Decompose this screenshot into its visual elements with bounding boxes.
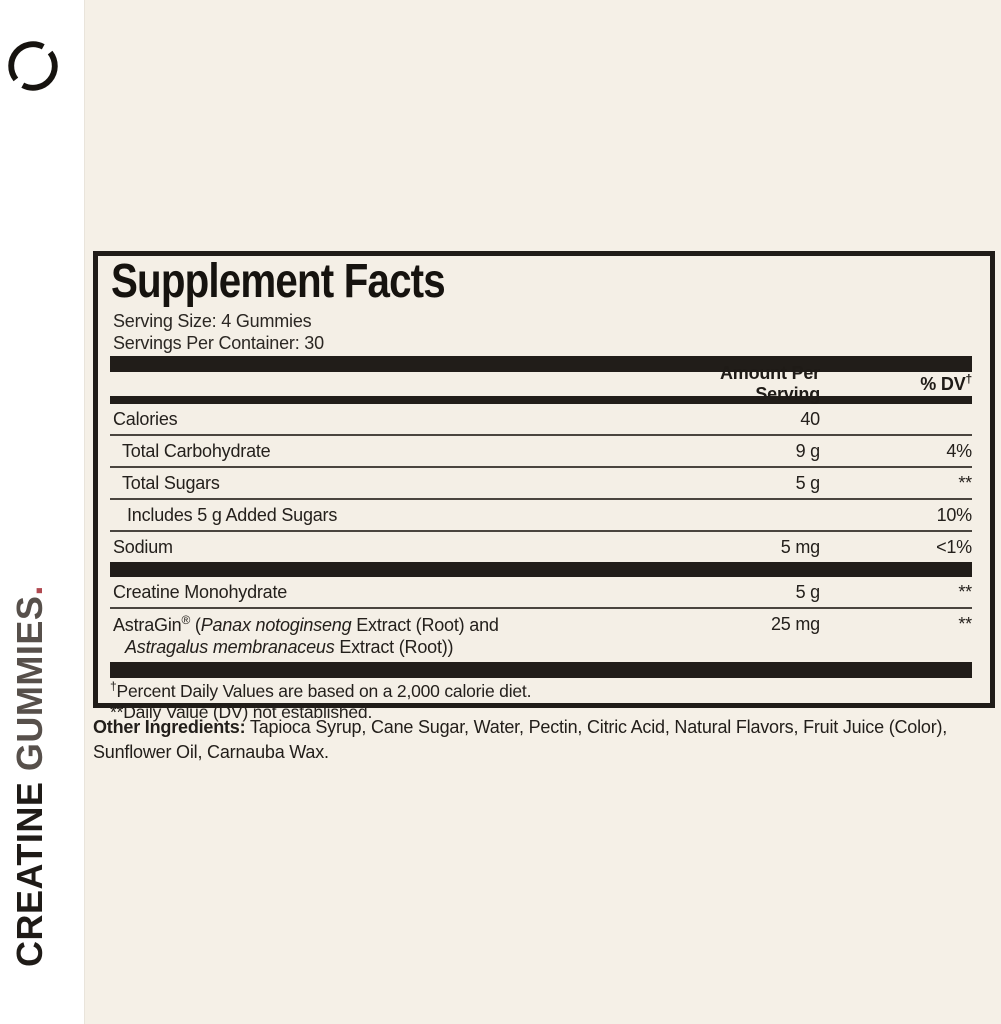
- divider-bar-top: [110, 356, 972, 372]
- dv-value: 10%: [936, 505, 972, 525]
- footnote-mark: **: [110, 702, 124, 722]
- dv-value: **: [958, 473, 972, 493]
- nutrient-name: AstraGin® (Panax notoginseng Extract (Root) and Astragalus membranaceus Extract (Root)): [113, 613, 499, 657]
- dv-value: **: [958, 614, 972, 634]
- active-ingredient-rows-group: [110, 577, 972, 662]
- divider-bar-middle: [110, 562, 972, 577]
- amount-value: 5 g: [795, 582, 820, 602]
- brand-text-part: GUMMIES: [9, 595, 50, 772]
- nutrient-name: Total Sugars: [122, 473, 220, 493]
- nutrient-row: [110, 609, 972, 662]
- brand-text-part: CREATINE: [9, 771, 50, 967]
- nutrient-row: [110, 404, 972, 436]
- servings-per-container: Servings Per Container: 30: [113, 332, 324, 353]
- vertical-brand-text: [8, 585, 52, 967]
- serving-info: [113, 311, 990, 354]
- footnote-mark: †: [110, 679, 117, 694]
- serving-size: Serving Size: 4 Gummies: [113, 311, 312, 331]
- other-ingredients-text: Tapioca Syrup, Cane Sugar, Water, Pectin, Citric Acid, Natural Flavors, Fruit Juice (Color), Sunflower Oil, Carnauba Wax.: [93, 717, 948, 762]
- nutrient-name: Total Carbohydrate: [122, 441, 271, 461]
- amount-per-serving-header: Amount Per Serving: [719, 363, 820, 404]
- nutrient-row: [110, 468, 972, 500]
- nutrient-name: Sodium: [113, 537, 173, 557]
- divider-bar-header: [110, 396, 972, 404]
- amount-value: 5 mg: [780, 537, 820, 557]
- amount-value: 9 g: [795, 441, 820, 461]
- divider-bar-bottom: [110, 662, 972, 678]
- percent-dv-header: % DV†: [920, 371, 972, 394]
- footnote: **Daily Value (DV) not established.: [110, 702, 373, 722]
- column-header-row: [110, 363, 972, 404]
- nutrient-name: Calories: [113, 409, 178, 429]
- nutrient-row: [110, 436, 972, 468]
- amount-value: 40: [800, 409, 820, 429]
- nutrient-name: Includes 5 g Added Sugars: [127, 505, 338, 525]
- nutrient-row: [110, 532, 972, 562]
- other-ingredients: [93, 715, 992, 764]
- amount-value: 5 g: [795, 473, 820, 493]
- dv-value: <1%: [936, 537, 972, 557]
- nutrient-row: [110, 577, 972, 609]
- dv-value: **: [958, 582, 972, 602]
- amount-value: 25 mg: [770, 614, 820, 634]
- nutrient-name: Creatine Monohydrate: [113, 582, 288, 602]
- brand-broken-circle-icon: [4, 37, 62, 95]
- nutrient-rows-group: [110, 404, 972, 562]
- panel-title: Supplement Facts: [111, 255, 445, 308]
- dv-value: 4%: [946, 441, 972, 461]
- supplement-facts-panel: [93, 251, 995, 722]
- footnote: †Percent Daily Values are based on a 2,000 calorie diet.: [110, 679, 532, 701]
- brand-text-part: .: [9, 585, 50, 596]
- left-margin-strip: [0, 0, 85, 1024]
- other-ingredients-label: Other Ingredients:: [93, 717, 246, 737]
- nutrient-row: [110, 500, 972, 532]
